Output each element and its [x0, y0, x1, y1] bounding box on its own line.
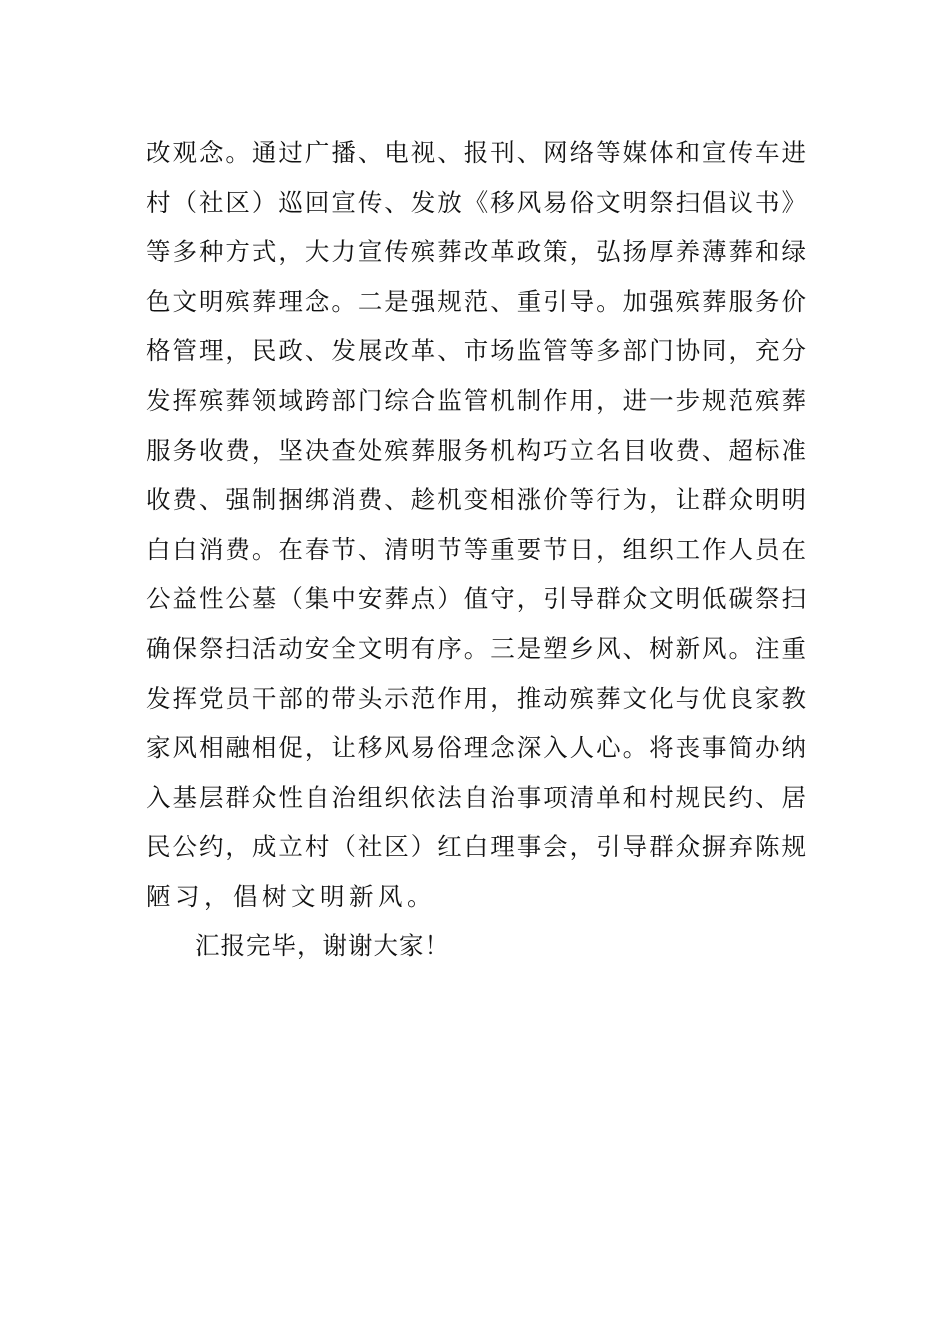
paragraph-line: 公益性公墓（集中安葬点）值守，引导群众文明低碳祭扫: [146, 584, 806, 614]
paragraph-line: 发挥殡葬领域跨部门综合监管机制作用，进一步规范殡葬: [146, 385, 806, 415]
paragraph-line: 白白消费。在春节、清明节等重要节日，组织工作人员在: [146, 534, 806, 564]
paragraph-line: 收费、强制捆绑消费、趁机变相涨价等行为，让群众明明: [146, 485, 806, 515]
body-paragraph: [146, 128, 806, 922]
paragraph-line: 色文明殡葬理念。二是强规范、重引导。加强殡葬服务价: [146, 286, 806, 316]
paragraph-last-line: 陋习，倡树文明新风。: [146, 881, 436, 911]
paragraph-line: 发挥党员干部的带头示范作用，推动殡葬文化与优良家教: [146, 683, 806, 713]
paragraph-line: 村（社区）巡回宣传、发放《移风易俗文明祭扫倡议书》: [146, 187, 806, 217]
paragraph-line: 入基层群众性自治组织依法自治事项清单和村规民约、居: [146, 782, 806, 812]
paragraph-line: 等多种方式，大力宣传殡葬改革政策，弘扬厚养薄葬和绿: [146, 237, 806, 267]
paragraph-line: 格管理，民政、发展改革、市场监管等多部门协同，充分: [146, 336, 806, 366]
closing-remark: 汇报完毕，谢谢大家！: [195, 931, 450, 960]
paragraph-line: 家风相融相促，让移风易俗理念深入人心。将丧事简办纳: [146, 733, 806, 763]
paragraph-line: 民公约，成立村（社区）红白理事会，引导群众摒弃陈规: [146, 832, 806, 862]
paragraph-line: 服务收费，坚决查处殡葬服务机构巧立名目收费、超标准: [146, 435, 806, 465]
paragraph-line: 确保祭扫活动安全文明有序。三是塑乡风、树新风。注重: [146, 633, 806, 663]
paragraph-line: 改观念。通过广播、电视、报刊、网络等媒体和宣传车进: [146, 138, 806, 167]
